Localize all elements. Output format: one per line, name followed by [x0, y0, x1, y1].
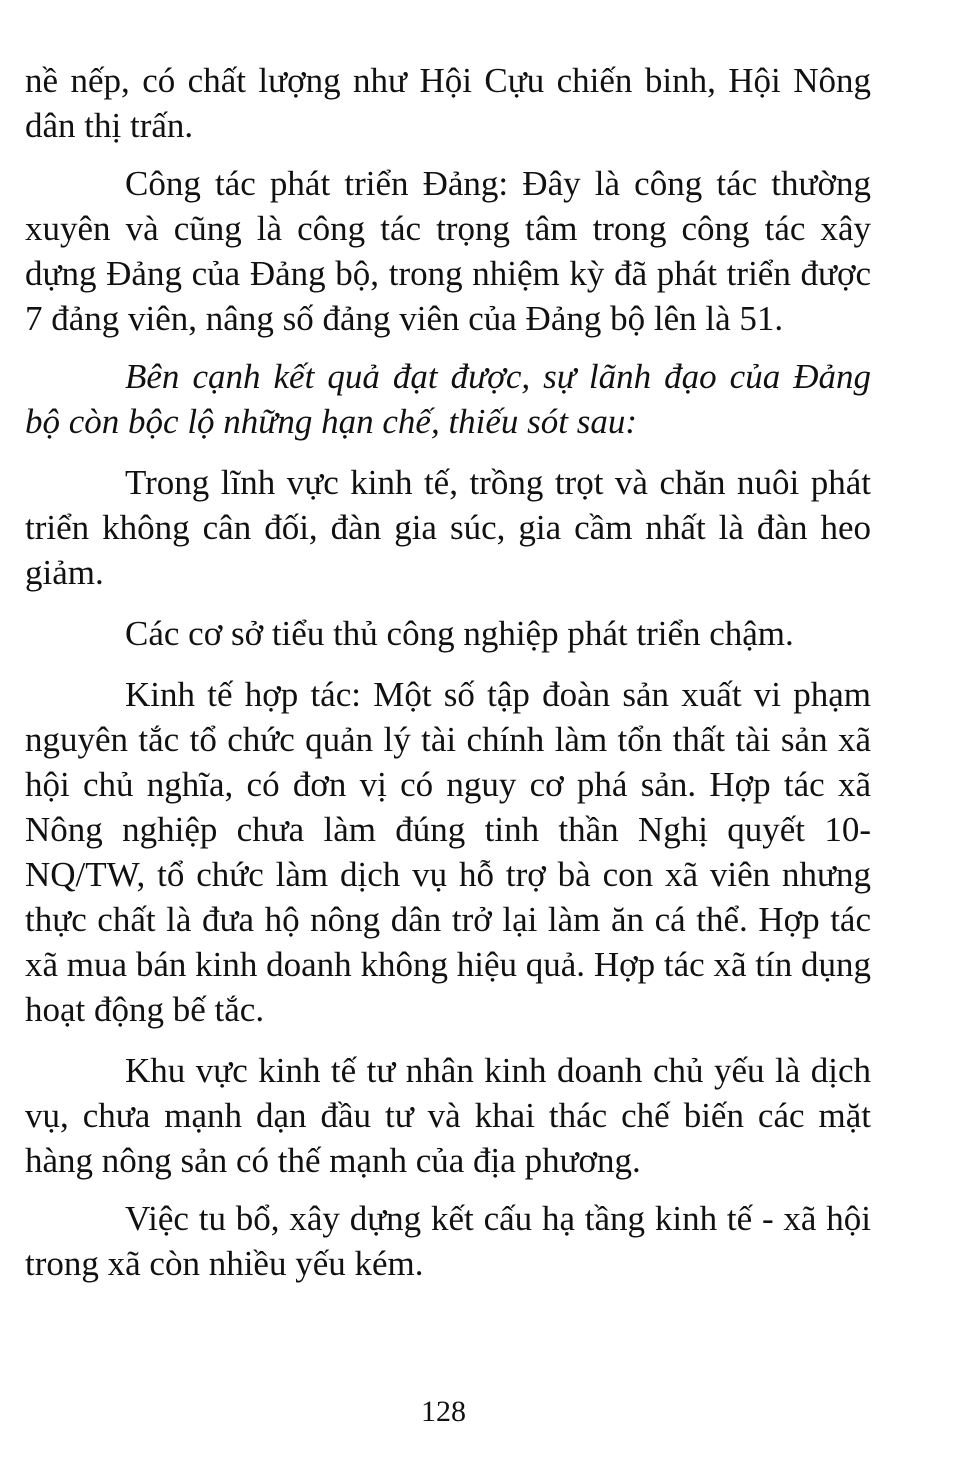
- paragraph-continued: nề nếp, có chất lượng như Hội Cựu chiến binh, Hội Nông dân thị trấn.: [25, 61, 871, 145]
- page-body: [25, 58, 871, 1286]
- paragraph-cooperative-economy: Kinh tế hợp tác: Một số tập đoàn sản xuất vi phạm nguyên tắc tổ chức quản lý tài chính làm tổn thất tài sản xã hội chủ nghĩa, có đơn vị có nguy cơ phá sản. Hợp tác xã Nông nghiệp chưa làm đúng tinh thần Nghị quyết 10-NQ/TW, tổ chức làm dịch vụ hỗ trợ bà con xã viên nhưng thực chất là đưa hộ nông dân trở lại làm ăn cá thể. Hợp tác xã mua bán kinh doanh không hiệu quả. Hợp tác xã tín dụng hoạt động bế tắc.: [25, 675, 871, 1029]
- paragraph-infrastructure: Việc tu bổ, xây dựng kết cấu hạ tầng kinh tế - xã hội trong xã còn nhiều yếu kém.: [25, 1199, 871, 1283]
- paragraph-handicraft: Các cơ sở tiểu thủ công nghiệp phát triển chậm.: [125, 614, 794, 653]
- paragraph-limitations-heading: Bên cạnh kết quả đạt được, sự lãnh đạo của Đảng bộ còn bộc lộ những hạn chế, thiếu sót sau:: [25, 357, 871, 441]
- paragraph-private-sector: Khu vực kinh tế tư nhân kinh doanh chủ yếu là dịch vụ, chưa mạnh dạn đầu tư và khai thác chế biến các mặt hàng nông sản có thế mạnh của địa phương.: [25, 1051, 871, 1180]
- paragraph-agriculture: Trong lĩnh vực kinh tế, trồng trọt và chăn nuôi phát triển không cân đối, đàn gia súc, gia cầm nhất là đàn heo giảm.: [25, 463, 871, 592]
- page-number: 128: [421, 1395, 466, 1428]
- paragraph-party-development: Công tác phát triển Đảng: Đây là công tác thường xuyên và cũng là công tác trọng tâm trong công tác xây dựng Đảng của Đảng bộ, trong nhiệm kỳ đã phát triển được 7 đảng viên, nâng số đảng viên của Đảng bộ lên là 51.: [25, 164, 871, 338]
